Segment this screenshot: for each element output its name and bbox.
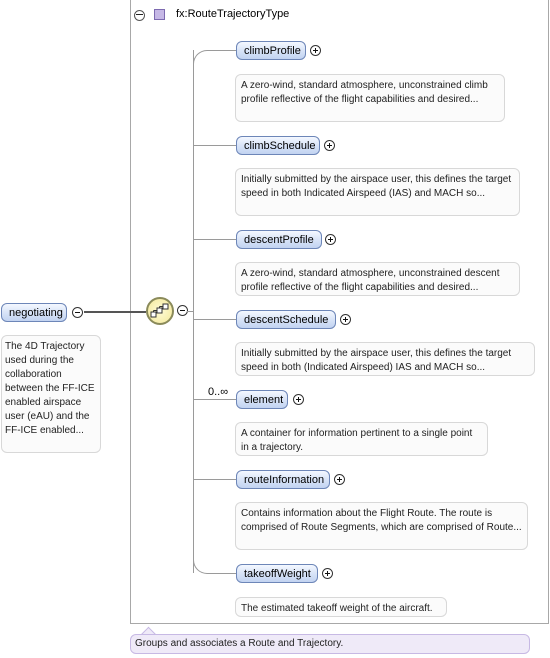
type-collapse-button[interactable] [134, 10, 145, 21]
child-element-routeInformation[interactable] [236, 470, 330, 489]
expand-button[interactable] [322, 568, 333, 579]
root-connector [84, 311, 146, 313]
child-connector [193, 399, 236, 400]
child-element-label: takeoffWeight [244, 567, 311, 580]
child-element-takeoffWeight[interactable] [236, 564, 318, 583]
child-documentation: Contains information about the Flight Route. The route is comprised of Route Segments, which are comprised of Route... [235, 502, 528, 550]
child-documentation: A zero-wind, standard atmosphere, unconstrained climb profile reflective of the flight capabilities and desired... [235, 74, 505, 122]
expand-button[interactable] [340, 314, 351, 325]
child-connector [212, 50, 236, 51]
child-connector [212, 573, 236, 574]
child-element-descentProfile[interactable] [236, 230, 322, 249]
expand-button[interactable] [310, 45, 321, 56]
child-element-climbProfile[interactable] [236, 41, 306, 60]
child-documentation: Initially submitted by the airspace user, this defines the target speed in both (Indicated Airspeed) IAS and MACH so... [235, 342, 535, 376]
child-connector [193, 145, 236, 146]
sequence-connector [187, 311, 193, 312]
root-element-negotiating[interactable] [1, 303, 67, 322]
complex-type-icon [154, 9, 165, 20]
type-name: fx:RouteTrajectoryType [176, 8, 290, 20]
expand-button[interactable] [324, 140, 335, 151]
child-connector [193, 479, 236, 480]
type-documentation: Groups and associates a Route and Trajectory. [130, 634, 530, 654]
child-connector [193, 319, 236, 320]
child-element-label: descentProfile [244, 233, 314, 246]
root-documentation: The 4D Trajectory used during the collaboration between the FF-ICE enabled airspace user (eAU) and the FF-ICE enabled... [1, 335, 101, 453]
child-element-element[interactable] [236, 390, 288, 409]
root-element-label: negotiating [9, 306, 63, 319]
expand-button[interactable] [325, 234, 336, 245]
child-documentation: Initially submitted by the airspace user, this defines the target speed in both Indicated Airspeed (IAS) and MACH so... [235, 168, 520, 216]
child-element-label: climbProfile [244, 44, 301, 57]
child-documentation: The estimated takeoff weight of the aircraft. [235, 597, 447, 617]
child-element-label: routeInformation [244, 473, 325, 486]
child-documentation: A container for information pertinent to a single point in a trajectory. [235, 422, 488, 456]
expand-button[interactable] [334, 474, 345, 485]
expand-button[interactable] [293, 394, 304, 405]
root-collapse-button[interactable] [72, 307, 83, 318]
child-element-label: descentSchedule [244, 313, 329, 326]
sequence-icon [150, 303, 170, 319]
child-element-climbSchedule[interactable] [236, 136, 320, 155]
child-element-label: element [244, 393, 284, 406]
multiplicity-label: 0..∞ [208, 386, 229, 398]
children-spine [193, 50, 194, 573]
child-documentation: A zero-wind, standard atmosphere, unconstrained descent profile reflective of the flight capabilities and desired... [235, 262, 520, 296]
child-element-label: climbSchedule [244, 139, 316, 152]
sequence-compositor[interactable] [146, 297, 174, 325]
child-element-descentSchedule[interactable] [236, 310, 336, 329]
child-connector [193, 239, 236, 240]
